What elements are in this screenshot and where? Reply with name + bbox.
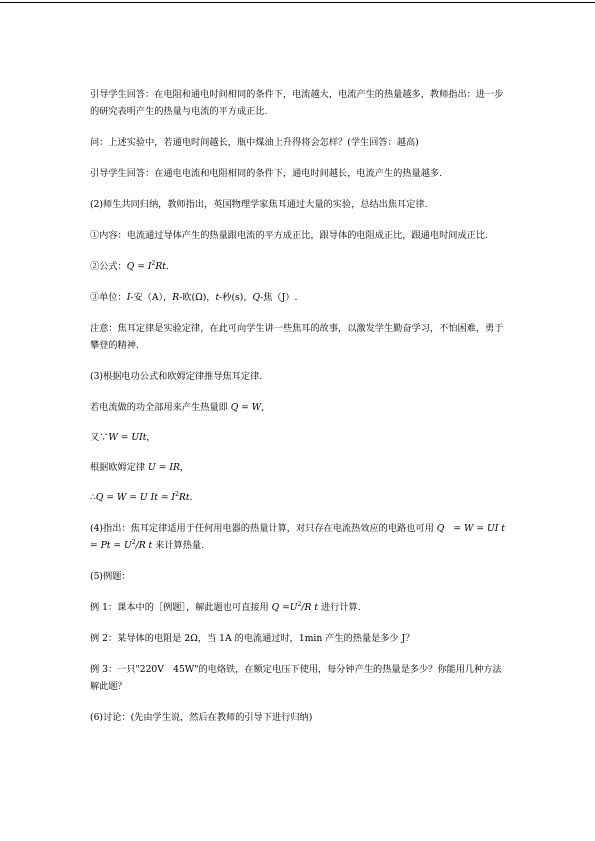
derivation-line: ∴Q = W = U $It = I^2Rt$. bbox=[90, 490, 193, 503]
paragraph: (3)根据电功公式和欧姆定律推导焦耳定律. bbox=[90, 371, 263, 382]
top-rule bbox=[0, 2, 595, 3]
units-line: ③单位：I-安（A），R-欧(Ω)，t-秒(s)，Q-焦（J）. bbox=[90, 292, 298, 303]
derivation-line: 若电流做的功全部用来产生热量即 Q = W, bbox=[90, 402, 265, 413]
paragraph: (2)师生共同归纳，教师指出，英国物理学家焦耳通过大量的实验，总结出焦耳定律. bbox=[90, 199, 428, 210]
paragraph: (6)讨论：(先由学生说，然后在教师的引导下进行归纳) bbox=[90, 712, 313, 723]
example-line: 例 2：某导体的电阻是 2Ω，当 1A 的电流通过时，1min 产生的热量是多少 J？ bbox=[90, 633, 415, 644]
formula-line: ②公式：$Q = I^2Rt$. bbox=[90, 259, 169, 272]
example-line: 例 3：一只"220V 45W"的电烙铁，在额定电压下使用，每分钟产生的热量是多少？你能用几种方法解此题？ bbox=[90, 664, 502, 692]
derivation-line: 根据欧姆定律 U = IR， bbox=[90, 462, 190, 473]
derivation-line: 又∵W = UIt， bbox=[90, 432, 156, 443]
paragraph: ①内容：电流通过导体产生的热量跟电流的平方成正比，跟导体的电阻成正比，跟通电时间成正比. bbox=[90, 230, 488, 241]
paragraph: (5)例题： bbox=[90, 571, 131, 582]
paragraph: 引导学生回答：在通电电流和电阻相同的条件下，通电时间越长，电流产生的热量越多. bbox=[90, 168, 443, 179]
paragraph: 引导学生回答：在电阻和通电时间相同的条件下，电流越大，电流产生的热量越多，教师指出：进一步的研究表明产生的热量与电流的平方成正比. bbox=[90, 89, 504, 117]
paragraph: 问：上述实验中，若通电时间越长，瓶中煤油上升得将会怎样？(学生回答：越高) bbox=[90, 137, 419, 148]
paragraph: (4)指出：焦耳定律适用于任何用电器的热量计算，对只存在电流热效应的电路也可用 Q = W = UI $t = Pt = U^2/R$ t 来计算热量. bbox=[90, 523, 505, 551]
document-body bbox=[90, 86, 510, 740]
example-line: 例 1：课本中的［例题］，解此题也可直接用 $Q =U^2/R$ t 进行计算. bbox=[90, 600, 361, 613]
paragraph: 注意：焦耳定律是实验定律，在此可向学生讲一些焦耳的故事，以激发学生勤奋学习，不怕困难，勇于攀登的精神. bbox=[90, 323, 504, 351]
